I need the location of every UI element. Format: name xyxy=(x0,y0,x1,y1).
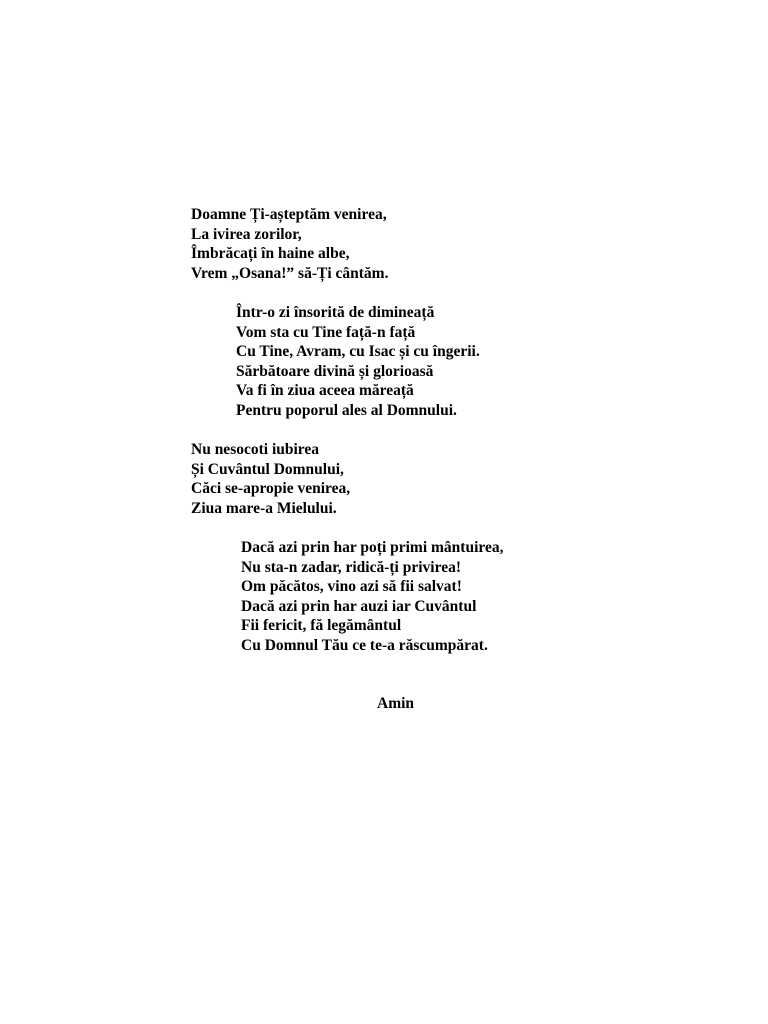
verse-line: Fii fericit, fă legământul xyxy=(241,617,402,635)
stanza-1 xyxy=(191,205,388,283)
verse-line: Nu nesocoti iubirea xyxy=(191,441,320,458)
closing-amin: Amin xyxy=(377,695,415,712)
verse-line: Îmbrăcați în haine albe, xyxy=(191,245,350,263)
verse-line: Căci se-apropie venirea, xyxy=(191,480,351,498)
verse-line: Dacă azi prin har poți primi mântuirea, xyxy=(241,539,504,556)
verse-line: Pentru poporul ales al Domnului. xyxy=(236,401,457,419)
verse-line: Nu sta-n zadar, ridică-ți privirea! xyxy=(241,558,461,576)
verse-line: Și Cuvântul Domnului, xyxy=(191,460,344,478)
verse-line: La ivirea zorilor, xyxy=(191,225,302,243)
verse-line: Vrem „Osana!” să-Ți cântăm. xyxy=(191,264,389,282)
stanza-2-refrain xyxy=(236,303,480,421)
verse-line: Vom sta cu Tine față-n față xyxy=(236,323,416,341)
stanza-4-refrain xyxy=(241,538,504,656)
verse-line: Om păcătos, vino azi să fii salvat! xyxy=(241,578,462,596)
verse-line: Dacă azi prin har auzi iar Cuvântul xyxy=(241,597,477,615)
verse-line: Într-o zi însorită de dimineață xyxy=(236,304,435,321)
verse-line: Va fi în ziua aceea măreață xyxy=(236,382,414,400)
verse-line: Ziua mare-a Mielului. xyxy=(191,499,337,517)
verse-line: Cu Tine, Avram, cu Isac și cu îngerii. xyxy=(236,343,480,361)
verse-line: Sărbătoare divină și glorioasă xyxy=(236,362,434,380)
stanza-3 xyxy=(191,440,350,518)
verse-line: Cu Domnul Tău ce te-a răscumpărat. xyxy=(241,636,488,654)
verse-line: Doamne Ți-așteptăm venirea, xyxy=(191,206,387,223)
